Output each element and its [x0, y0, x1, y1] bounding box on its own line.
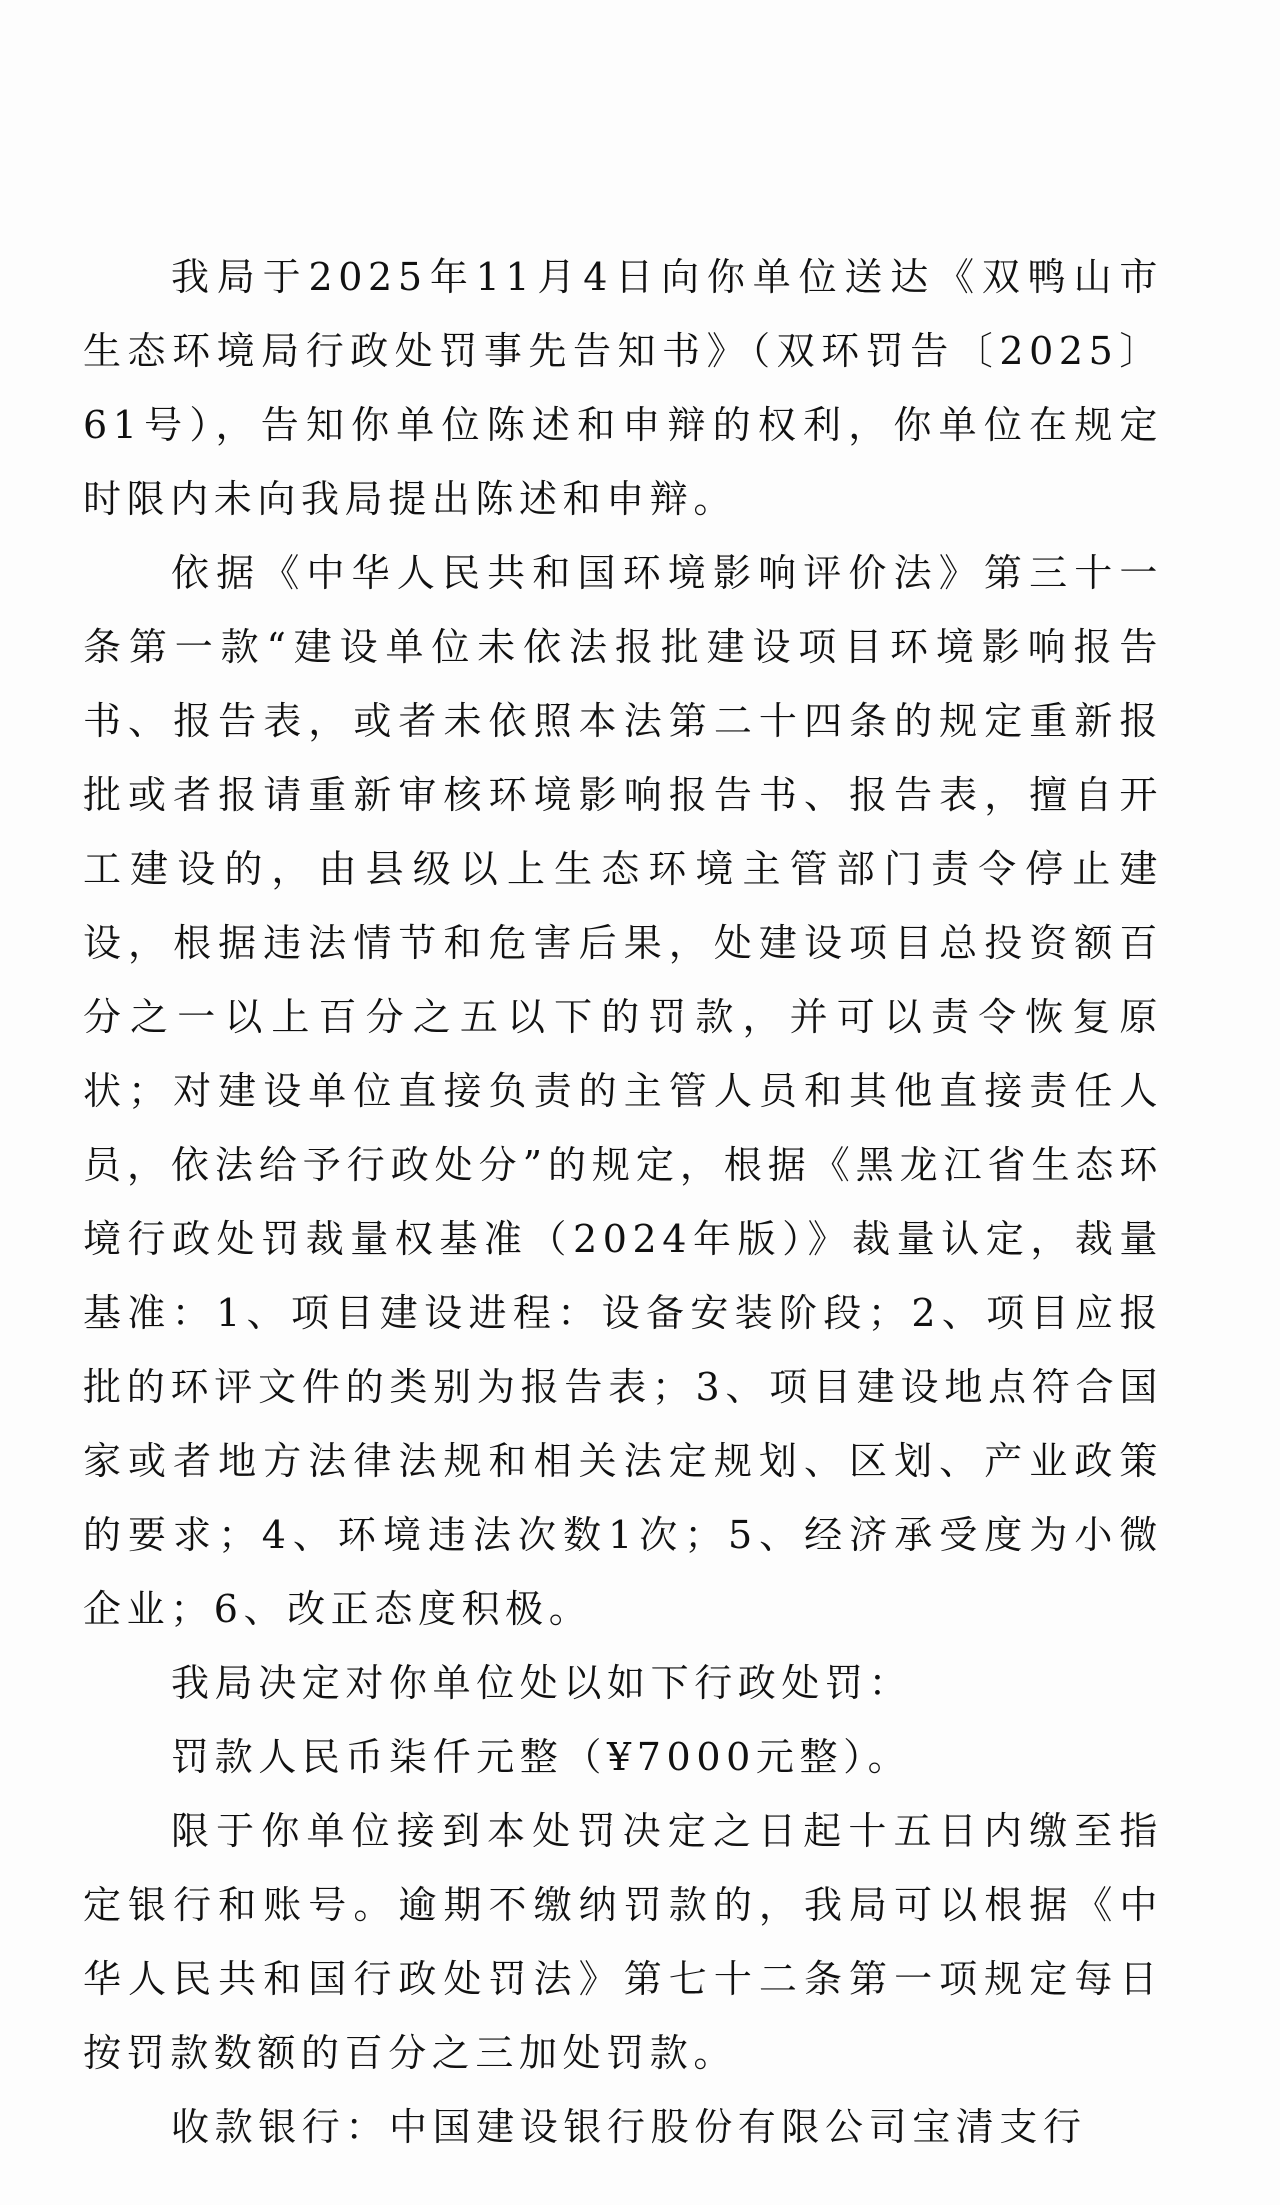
paragraph-decision: 我局决定对你单位处以如下行政处罚：: [171, 1661, 913, 1705]
paragraph-legal-basis: 依据《中华人民共和国环境影响评价法》第三十一条第一款“建设单位未依法报批建设项目环境影响报告书、报告表，或者未依照本法第二十四条的规定重新报批或者报请重新审核环境影响报告书、报告表，擅自开工建设的，由县级以上生态环境主管部门责令停止建设，根据违法情节和危害后果，处建设项目总投资额百分之一以上百分之五以下的罚款，并可以责令恢复原状；对建设单位直接负责的主管人员和其他直接责任人员，依法给予行政处分”的规定，根据《黑龙江省生态环境行政处罚裁量权基准（2024年版）》裁量认定，裁量基准：1、项目建设进程：设备安装阶段；2、项目应报批的环评文件的类别为报告表；3、项目建设地点符合国家或者地方法律法规和相关法定规划、区划、产业政策的要求；4、环境违法次数1次；5、经济承受度为小微企业；6、改正态度积极。: [83, 551, 1163, 1631]
paragraph-receiving-bank: 收款银行：中国建设银行股份有限公司宝清支行: [171, 2105, 1087, 2149]
paragraph-payment-deadline: 限于你单位接到本处罚决定之日起十五日内缴至指定银行和账号。逾期不缴纳罚款的，我局可以根据《中华人民共和国行政处罚法》第七十二条第一项规定每日按罚款数额的百分之三加处罚款。: [83, 1809, 1163, 2075]
document-body: [83, 240, 1163, 2164]
paragraph-fine-amount: 罚款人民币柒仟元整（¥7000元整）。: [171, 1735, 912, 1779]
paragraph-service-notice: 我局于2025年11月4日向你单位送达《双鸭山市生态环境局行政处罚事先告知书》（双环罚告〔2025〕61号），告知你单位陈述和申辩的权利，你单位在规定时限内未向我局提出陈述和申辩。: [83, 255, 1163, 521]
